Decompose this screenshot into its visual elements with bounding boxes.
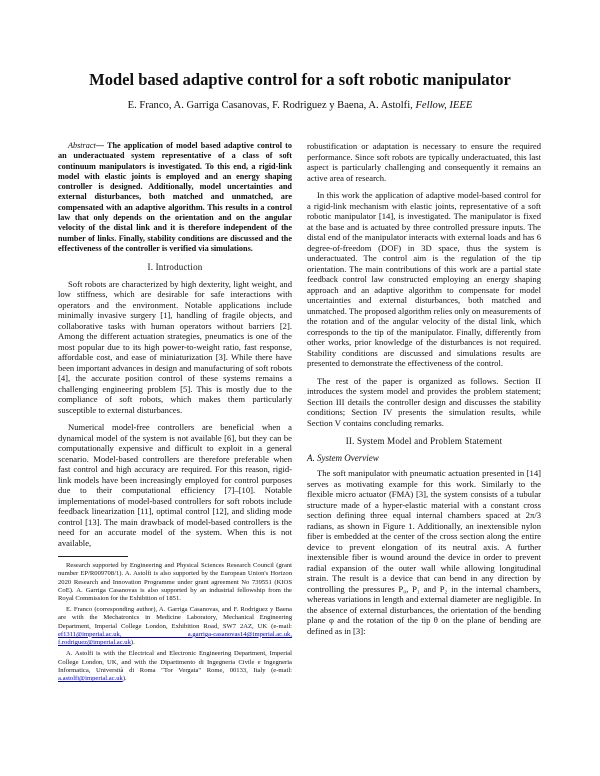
abstract: [58, 141, 292, 254]
subsection-heading-system-overview: A. System Overview: [307, 452, 379, 463]
footnote-affiliation-1-text: E. Franco (corresponding author), A. Garriga Casanovas, and F. Rodriguez y Baena are with the Mechatronics in Medicine Laboratory, Mechanical Engineering Department, Imperial College London, Exhibition Road, SW7 2AZ, UK (e-mail:: [58, 606, 292, 630]
footnote-funding: Research supported by Engineering and Physical Sciences Research Council (grant number EP/R009708/1). A. Astolfi is also supported by the European Union's Horizon 2020 Research and Innovation Programme under grant agreement No 739551 (KIOS CoE). A. Garriga Casanovas is also supported by an industrial fellowship from the Royal Commission for the Exhibition of 1851.: [58, 562, 292, 603]
intro-paragraph-2: Numerical model-free controllers are beneficial when a dynamical model of the system is not available [6], but they can be computationally expensive and difficult to exploit in a general scenario. Model-based controllers are therefore preferable when fast control and high accuracy are required. For this reason, rigid-link models have been increasingly employed for control purposes due to their computational efficiency [7]–[10]. Notable implementations of model-based controllers for soft robots include feedback linearization [11], optimal control [12], and sliding mode control [13]. The main drawback of model-based controllers is the need for an accurate model of the system. When this is not available,: [58, 422, 292, 548]
section-heading-introduction: I. Introduction: [147, 262, 203, 273]
right-column: [307, 141, 541, 643]
system-overview-paragraph: The soft manipulator with pneumatic actuation presented in [14] serves as motivating example for this work. Similarly to the flexible micro actuator (FMA) [3], the system consists of a tubular structure made of a hyper-elastic material with a constant cross section defining three equal internal chambers spaced at 2π/3 radians, as shown in Figure 1. Additionally, an inextensible nylon fiber is embedded at the center of the cross section along the entire device to prevent elongation of its neutral axis. A further inextensible fiber is wound around the device in order to prevent radial expansion of the outer wall while allowing longitudinal strain. The result is a device that can bend in any direction by controlling the pressures P₀, P₁ and P₂ in the internal chambers, whereas variations in length and external diameter are negligible. In the absence of external disturbances, the orientation of the bending plane φ and the rotation of the tip θ on the plane of bending are defined as in [3]:: [307, 468, 541, 636]
section-heading-system-model: II. System Model and Problem Statement: [345, 436, 503, 446]
abstract-label: Abstract: [68, 141, 96, 150]
author-names: E. Franco, A. Garriga Casanovas, F. Rodriguez y Baena, A. Astolfi,: [127, 100, 413, 111]
footnote-affiliation-2: A. Astolfi is with the Electrical and Electronic Engineering Department, Imperial College London, UK, and with the Dipartimento di Ingegneria Civile e Ingegneria Informatica, Università di Roma "Tor Vergata" Rome, 00133, Italy (e-mail: a.astolfi@imperial.ac.uk).: [58, 650, 292, 682]
intro-paragraph-1: Soft robots are characterized by high dexterity, light weight, and low stiffness, which are desirable for safe interactions with operators and the environment. Notable applications include minimally invasive surgery [1], handling of fragile objects, and collaborative tasks with human operators without barriers [2]. Among the different actuation strategies, pneumatics is one of the most popular due to its high power-to-weight ratio, fast response, affordable cost, and ease of miniaturization [3]. While there have been important advances in design and manufacturing of soft robots [4], the accurate position control of these systems remains a challenging engineering problem [5]. This is mostly due to the compliance of soft robots, which makes them particularly susceptible to external disturbances.: [58, 278, 292, 415]
intro-paragraph-3: robustification or adaptation is necessary to ensure the required performance. Since soft robots are typically underactuated, this last aspect is particularly challenging and consequently it remains an active area of research.: [307, 141, 541, 183]
footnote-emails-link[interactable]: ef1311@imperial.ac.uk, a.garriga-casanovas14@imperial.ac.uk, f.rodriguez@imperial.ac.uk: [58, 630, 292, 647]
author-suffix: Fellow, IEEE: [415, 100, 473, 111]
footnote-affiliation-2-text: A. Astolfi is with the Electrical and Electronic Engineering Department, Imperial College London, UK, and with the Dipartimento di Ingegneria Civile e Ingegneria Informatica, Università di Roma "Tor Vergata" Rome, 00133, Italy (e-mail:: [58, 650, 292, 674]
left-column: [58, 141, 292, 686]
paper-title: Model based adaptive control for a soft robotic manipulator: [89, 70, 511, 89]
intro-paragraph-4: In this work the application of adaptive model-based control for a rigid-link mechanism with elastic joints, representative of a soft robotic manipulator [14], is investigated. The manipulator is fixed at the base and is actuated by three controlled pressure inputs. The distal end of the manipulator interacts with external loads and has 6 degree-of-freedom (DOF) in 3D space, thus the system is underactuated. The control aim is the regulation of the tip orientation. The main contributions of this work are a partial state feedback control law constructed employing an energy shaping approach and an adaptive algorithm to compensate for model uncertainties and external disturbances, both matched and unmatched. The proposed algorithm relies only on measurements of the rotation and of the angular velocity of the distal link, which corresponds to the tip of the manipulator. Finally, differently from other works, prior knowledge of the disturbances is not required. Stability conditions are discussed and simulations results are presented to demonstrate the effectiveness of the control.: [307, 190, 541, 368]
abstract-text: — The application of model based adaptive control to an underactuated system representative of a class of soft continuum manipulators is investigated. To this end, a rigid-link model with elastic joints is employed and an energy shaping controller is designed. Additionally, model uncertainties and external disturbances, both matched and unmatched, are compensated with an adaptive algorithm. This results in a control law that only depends on the orientation and on the angular velocity of the distal link and it is therefore independent of the number of links. Finally, stability conditions are discussed and the effectiveness of the controller is verified via simulations.: [58, 141, 292, 253]
intro-paragraph-5: The rest of the paper is organized as follows. Section II introduces the system model and provides the problem statement; Section III details the controller design and discusses the stability conditions; Section IV presents the simulation results, while Section V contains concluding remarks.: [307, 375, 541, 428]
footnote-divider: [58, 556, 128, 557]
footnote-email-link[interactable]: a.astolfi@imperial.ac.uk: [58, 674, 123, 682]
footnote-affiliation-1: E. Franco (corresponding author), A. Garriga Casanovas, and F. Rodriguez y Baena are with the Mechatronics in Medicine Laboratory, Mechanical Engineering Department, Imperial College London, Exhibition Road, SW7 2AZ, UK (e-mail: ef1311@imperial.ac.uk, a.garriga-casanovas14@imperial.ac.uk, f.rodriguez@imperial.ac.uk).: [58, 606, 292, 647]
author-line: [0, 100, 600, 111]
